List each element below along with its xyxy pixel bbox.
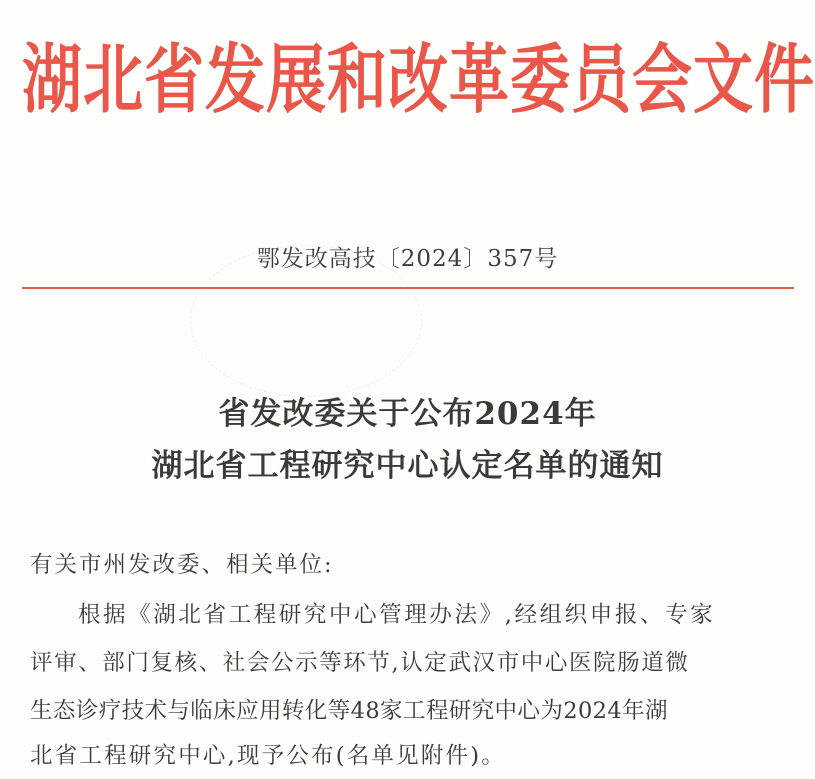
document-number: 鄂发改高技〔2024〕357号 — [256, 246, 559, 272]
notice-title-line-2: 湖北省工程研究中心认定名单的通知 — [151, 448, 664, 484]
document-header-title: 湖北省发展和改革委员会文件 — [22, 36, 815, 125]
notice-title-line-1: 省发改委关于公布2024年 — [218, 396, 597, 432]
body-line: 北省工程研究中心,现予公布(名单见附件)。 — [30, 743, 506, 769]
body-line: 生态诊疗技术与临床应用转化等48家工程研究中心为2024年湖 — [30, 698, 668, 724]
body-line: 评审、部门复核、社会公示等环节,认定武汉市中心医院肠道微 — [30, 650, 690, 676]
body-line: 根据《湖北省工程研究中心管理办法》,经组织申报、专家 — [78, 602, 716, 628]
red-divider-line — [22, 287, 794, 289]
salutation: 有关市州发改委、相关单位: — [30, 552, 334, 578]
